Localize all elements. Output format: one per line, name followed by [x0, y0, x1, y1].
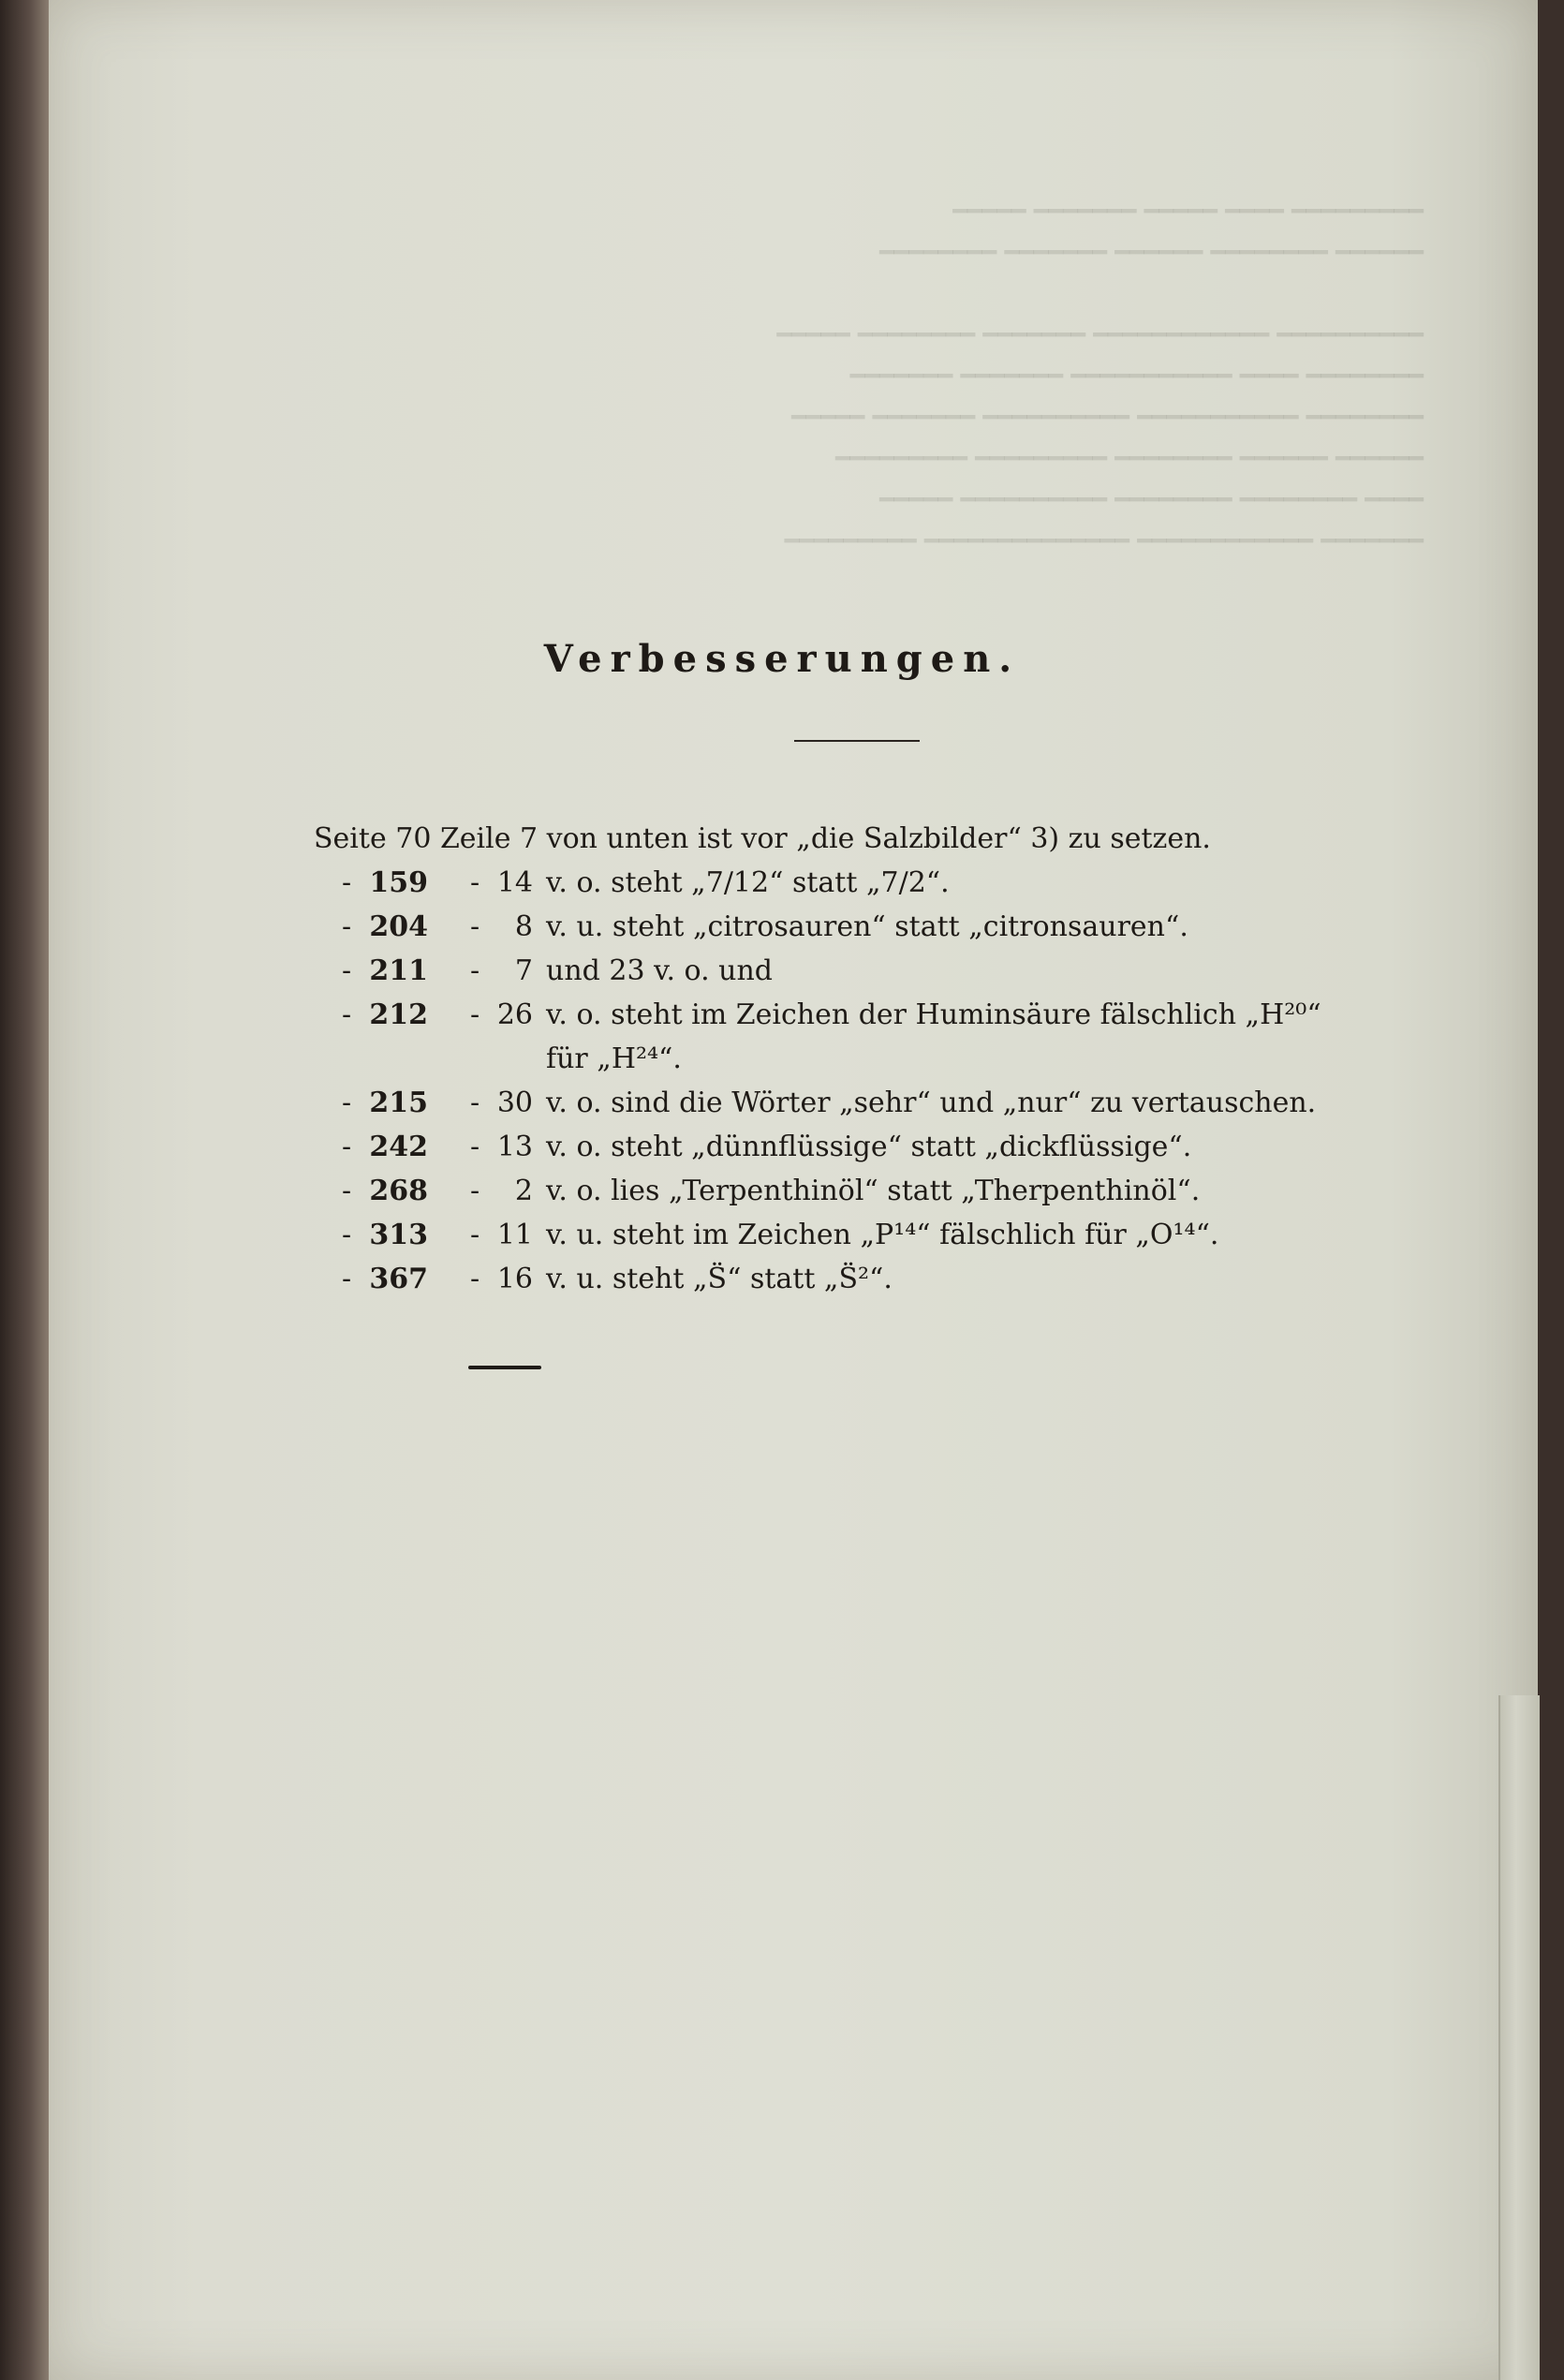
page-title: Verbesserungen.: [543, 637, 1021, 681]
page-number: 242: [369, 1131, 428, 1163]
correction-text: v. u. steht „S̈“ statt „S̈²“.: [546, 1263, 893, 1295]
errata-list: [314, 817, 1391, 1301]
correction-text: v. u. steht „citrosauren“ statt „citronsauren“.: [546, 910, 1188, 943]
errata-item: - 268 - 2 v. o. lies „Terpenthinöl“ statt „Therpenthinöl“.: [314, 1169, 1391, 1213]
errata-item: - 367 - 16 v. u. steht „S̈“ statt „S̈²“.: [314, 1257, 1391, 1301]
line-number: 7: [514, 954, 533, 987]
page-number: 313: [369, 1219, 428, 1251]
page-number: 215: [369, 1087, 428, 1119]
line-number: 14: [496, 866, 533, 899]
errata-item-continuation: [314, 1037, 1391, 1081]
book-spine: [0, 0, 49, 2380]
errata-item: - 211 - 7 und 23 v. o. und: [314, 949, 1391, 993]
page-number: 212: [369, 998, 428, 1031]
end-rule: [468, 1366, 541, 1369]
page-number: 211: [369, 954, 428, 987]
page-edge: [1498, 1695, 1540, 2380]
errata-item: - 215 - 30 v. o. sind die Wörter „sehr“ und „nur“ zu vertauschen.: [314, 1081, 1391, 1125]
page-number: 268: [369, 1175, 428, 1207]
errata-item: - 242 - 13 v. o. steht „dünnflüssige“ statt „dickflüssige“.: [314, 1125, 1391, 1169]
correction-text: und 23 v. o. und: [546, 954, 774, 987]
errata-item: - 212 - 26 v. o. steht im Zeichen der Huminsäure fälschlich „H²⁰“: [314, 993, 1391, 1037]
line-number: 16: [496, 1263, 533, 1295]
correction-text-continuation: für „H²⁴“.: [546, 1042, 682, 1075]
errata-intro: [314, 817, 1391, 861]
correction-text: v. o. steht „dünnflüssige“ statt „dickflüssige“.: [546, 1131, 1192, 1163]
errata-intro-text: Seite 70 Zeile 7 von unten ist vor „die Salzbilder“ 3) zu setzen.: [314, 822, 1211, 855]
line-number: 2: [514, 1175, 533, 1207]
errata-item: - 159 - 14 v. o. steht „7/12“ statt „7/2“.: [314, 861, 1391, 905]
errata-item: - 204 - 8 v. u. steht „citrosauren“ statt „citronsauren“.: [314, 905, 1391, 949]
title-underline: [794, 740, 920, 742]
page-number: 367: [369, 1263, 428, 1295]
correction-text: v. o. steht „7/12“ statt „7/2“.: [546, 866, 950, 899]
correction-text: v. o. steht im Zeichen der Huminsäure fälschlich „H²⁰“: [546, 998, 1321, 1031]
bleed-through-text: ━━━━━━━━━ ━━━━ ━━━━━ ━━━━━━━ ━━━━━ ━━━━━━ ━━━━━━━━ ━━━━━━ ━━━━━━━ ━━━━━━━━ ━━━━━━━━━━ ━━━━━━━━━━━━ ━━━━━━━ ━━━━━━━━ ━━━━━ ━━━━━━━━ ━━━━ ━━━━━━━━━━━ ━━━━━━━ ━━━━━━━ ━━━━━━━━ ━━━━━━━━━━━ ━━━━━━━━━━ ━━━━━━━ ━━━━━ ━━━━━━ ━━━━━━ ━━━━━━━━ ━━━━━━━━━ ━━━━━━━━━ ━━━━ ━━━━━━━━ ━━━━━━━━ ━━━━━━━━━━ ━━━━━ ━━━━━━━ ━━━━━━━━━━━━ ━━━━━━━━━━━━━━ ━━━━━━━━━: [776, 198, 1424, 555]
correction-text: v. u. steht im Zeichen „P¹⁴“ fälschlich für „O¹⁴“.: [546, 1219, 1219, 1251]
page-number: 159: [369, 866, 428, 899]
correction-text: v. o. lies „Terpenthinöl“ statt „Therpenthinöl“.: [546, 1175, 1201, 1207]
line-number: 8: [514, 910, 533, 943]
line-number: 30: [496, 1087, 533, 1119]
page-number: 204: [369, 910, 428, 943]
line-number: 13: [496, 1131, 533, 1163]
errata-item: - 313 - 11 v. u. steht im Zeichen „P¹⁴“ fälschlich für „O¹⁴“.: [314, 1213, 1391, 1257]
correction-text: v. o. sind die Wörter „sehr“ und „nur“ zu vertauschen.: [546, 1087, 1317, 1119]
line-number: 11: [496, 1219, 533, 1251]
line-number: 26: [496, 998, 533, 1031]
